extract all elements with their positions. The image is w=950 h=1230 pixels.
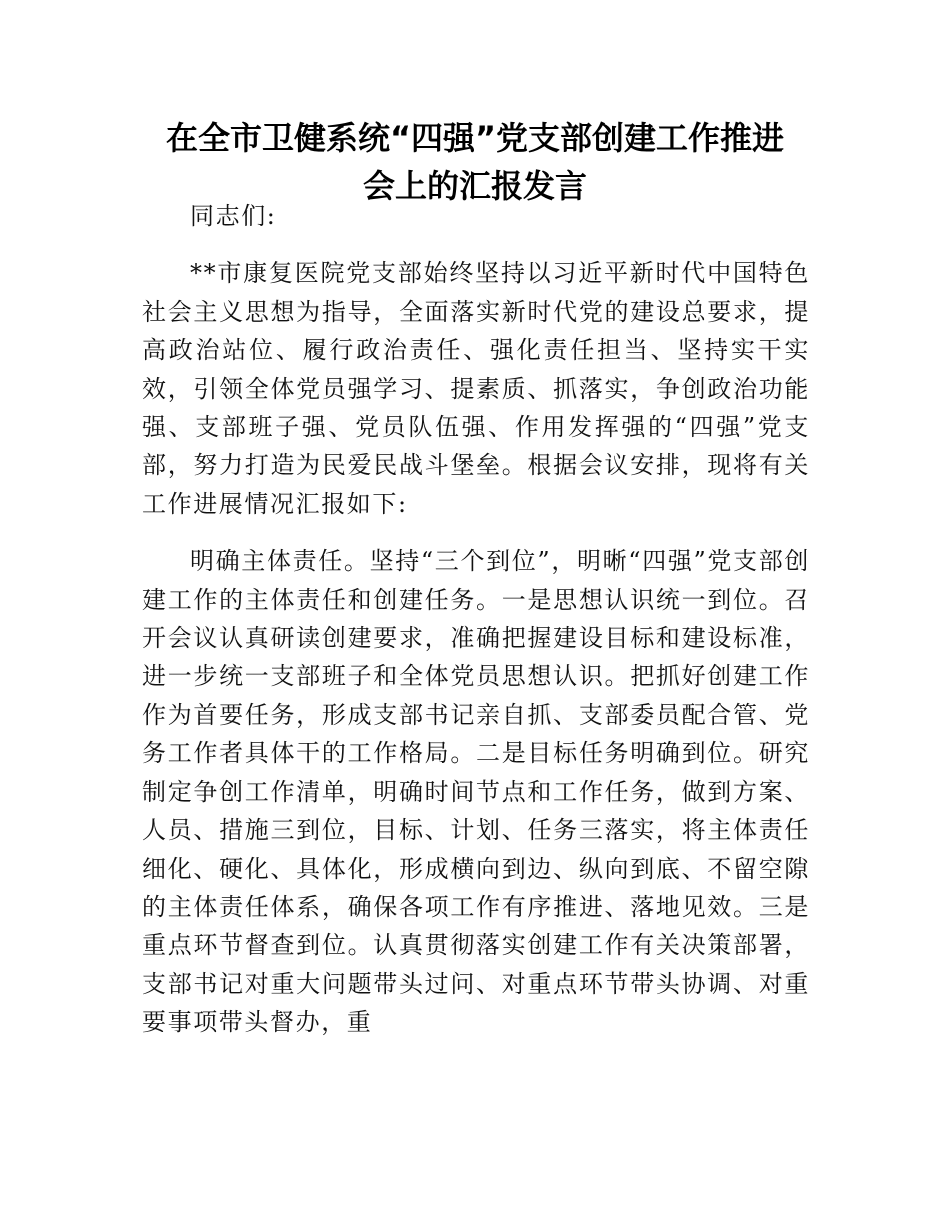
greeting: 同志们: — [190, 202, 277, 230]
paragraph-responsibility: 明确主体责任。坚持“三个到位”，明晰“四强”党支部创建工作的主体责任和创建任务。一是思想认识统一到位。召开会议认真研读创建要求，准确把握建设目标和建设标准，进一步统一支部班子和全体党员思想认识。把抓好创建工作作为首要任务，形成支部书记亲自抓、支部委员配合管、党务工作者具体干的工作格局。二是目标任务明确到位。研究制定争创工作清单，明确时间节点和工作任务，做到方案、人员、措施三到位，目标、计划、任务三落实，将主体责任细化、硬化、具体化，形成横向到边、纵向到底、不留空隙的主体责任体系，确保各项工作有序推进、落地见效。三是重点环节督查到位。认真贯彻落实创建工作有关决策部署，支部书记对重大问题带头过问、对重点环节带头协调、对重要事项带头督办，重 — [142, 547, 810, 1037]
paragraph-intro: **市康复医院党支部始终坚持以习近平新时代中国特色社会主义思想为指导，全面落实新时代党的建设总要求，提高政治站位、履行政治责任、强化责任担当、坚持实干实效，引领全体党员强学习、提素质、抓落实，争创政治功能强、支部班子强、党员队伍强、作用发挥强的“四强”党支部，努力打造为民爱民战斗堡垒。根据会议安排，现将有关工作进展情况汇报如下: — [142, 259, 810, 518]
title-line-1: 在全市卫健系统“四强”党支部创建工作推进 — [165, 119, 785, 157]
document-body — [142, 197, 810, 1061]
document-title — [140, 114, 810, 210]
title-line-2: 会上的汇报发言 — [362, 167, 587, 205]
